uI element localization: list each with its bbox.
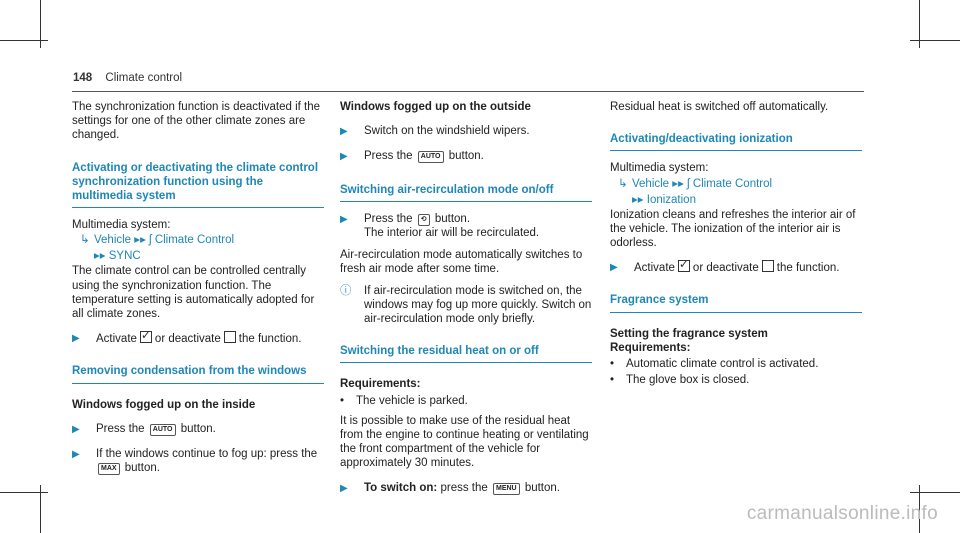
list-item: • The vehicle is parked. [340,394,468,407]
ionization-body: Ionization cleans and refreshes the interior air of the vehicle. The ionization of the interior air is odorless. [610,208,856,250]
step-arrow-icon: ▶ [72,333,80,345]
checkbox-empty-icon [762,260,774,272]
menu-path [610,176,862,208]
column-1 [72,100,324,483]
step-fog: ▶ If the windows continue to fog up: press the MAX button. [72,448,318,475]
menu-item-climate: Climate Control [692,177,773,190]
step-switch-on: ▶ To switch on: press the MENU button. [340,481,592,496]
header-rule [72,91,864,92]
recirc-note: ⓘ If air-recirculation mode is switched on, the windows may fog up more quickly. Switch on air-recirculation mode only briefly. [340,284,592,326]
step-recirc: ▶ Press the ⟲ button. The interior air will be recirculated. [340,212,540,240]
step-arrow-icon: ▶ [610,262,618,274]
heading-recirc: Switching air-recirculation mode on/off [340,183,592,202]
crop-mark [910,492,960,493]
menu-item-sync: SYNC [108,250,141,263]
menu-key-icon: MENU [493,483,520,495]
heading-condensation: Removing condensation from the windows [72,364,324,383]
climate-icon: ʃ [149,234,152,247]
requirements-label: Requirements: [610,341,691,354]
menu-arrow-icon: ↳ [618,177,628,190]
crop-mark [910,40,960,41]
column-2 [340,100,592,504]
step-activate-ionization: ▶ Activate✓ or deactivate the function. [610,260,862,275]
info-icon: ⓘ [340,284,352,297]
climate-icon: ʃ [687,177,690,190]
chevron-right-icon: ▸▸ [632,193,644,206]
watermark: carmanualsonline.info [746,503,938,524]
sub-inside: Windows fogged up on the inside [72,398,256,411]
step-activate-sync: ▶ Activate✓ or deactivate the function. [72,331,324,346]
chevron-right-icon: ▸▸ [672,177,684,190]
residual-body: It is possible to make use of the residual heat from the engine to continue heating or ventilating the front compartment of the vehicle for approximately 30 minutes. [340,414,589,470]
sync-body: The climate control can be controlled centrally using the synchronization function. The temperature setting is automatically adopted for all climate zones. [72,265,315,321]
step-press-auto: ▶ Press the AUTO button. [72,422,324,437]
step-arrow-icon: ▶ [340,151,348,163]
residual-off: Residual heat is switched off automatically. [610,101,829,113]
recirc-body: Air-recirculation mode automatically switches to fresh air mode after some time. [340,249,583,276]
menu-item-ionization: Ionization [646,193,696,206]
crop-mark [0,40,48,41]
auto-key-icon: AUTO [418,151,444,163]
menu-item-vehicle: Vehicle [94,234,132,247]
sync-intro: The synchronization function is deactivated if the settings for one of the other climate zones are changed. [72,101,321,142]
list-item: • The glove box is closed. [610,374,750,387]
menu-item-climate: Climate Control [154,234,235,247]
heading-residual: Switching the residual heat on or off [340,344,592,363]
menu-label: Multimedia system: [72,219,171,232]
step-arrow-icon: ▶ [72,423,80,435]
chevron-right-icon: ▸▸ [94,250,106,263]
heading-ionization: Activating/deactivating ionization [610,132,862,151]
sub-outside: Windows fogged up on the outside [340,101,531,113]
step-arrow-icon: ▶ [340,126,348,138]
auto-key-icon: AUTO [150,424,176,436]
column-3 [610,100,862,389]
step-wipers: ▶ Switch on the windshield wipers. [340,124,592,139]
menu-item-vehicle: Vehicle [632,177,670,190]
menu-label: Multimedia system: [610,162,709,175]
heading-fragrance: Fragrance system [610,293,862,312]
step-arrow-icon: ▶ [72,449,80,461]
max-defrost-key-icon: MAX [98,463,120,475]
step-arrow-icon: ▶ [340,213,348,225]
page-header [73,72,182,84]
list-item: • Automatic climate control is activated. [610,358,819,371]
step-press-auto-outside: ▶ Press the AUTO button. [340,149,592,164]
requirements-label: Requirements: [340,378,421,391]
sub-setting-fragrance: Setting the fragrance system [610,327,768,340]
menu-path [72,232,324,264]
menu-arrow-icon: ↳ [80,234,90,247]
checkbox-empty-icon [224,331,236,343]
heading-sync: Activating or deactivating the climate control synchronization function using the multimedia system [72,161,324,209]
checkbox-checked-icon [140,331,152,343]
chevron-right-icon: ▸▸ [134,234,146,247]
page-number: 148 [73,72,93,84]
recirculation-icon: ⟲ [418,214,430,226]
checkbox-checked-icon [678,260,690,272]
page-title: Climate control [105,72,183,84]
crop-mark [0,492,48,493]
step-arrow-icon: ▶ [340,482,348,494]
